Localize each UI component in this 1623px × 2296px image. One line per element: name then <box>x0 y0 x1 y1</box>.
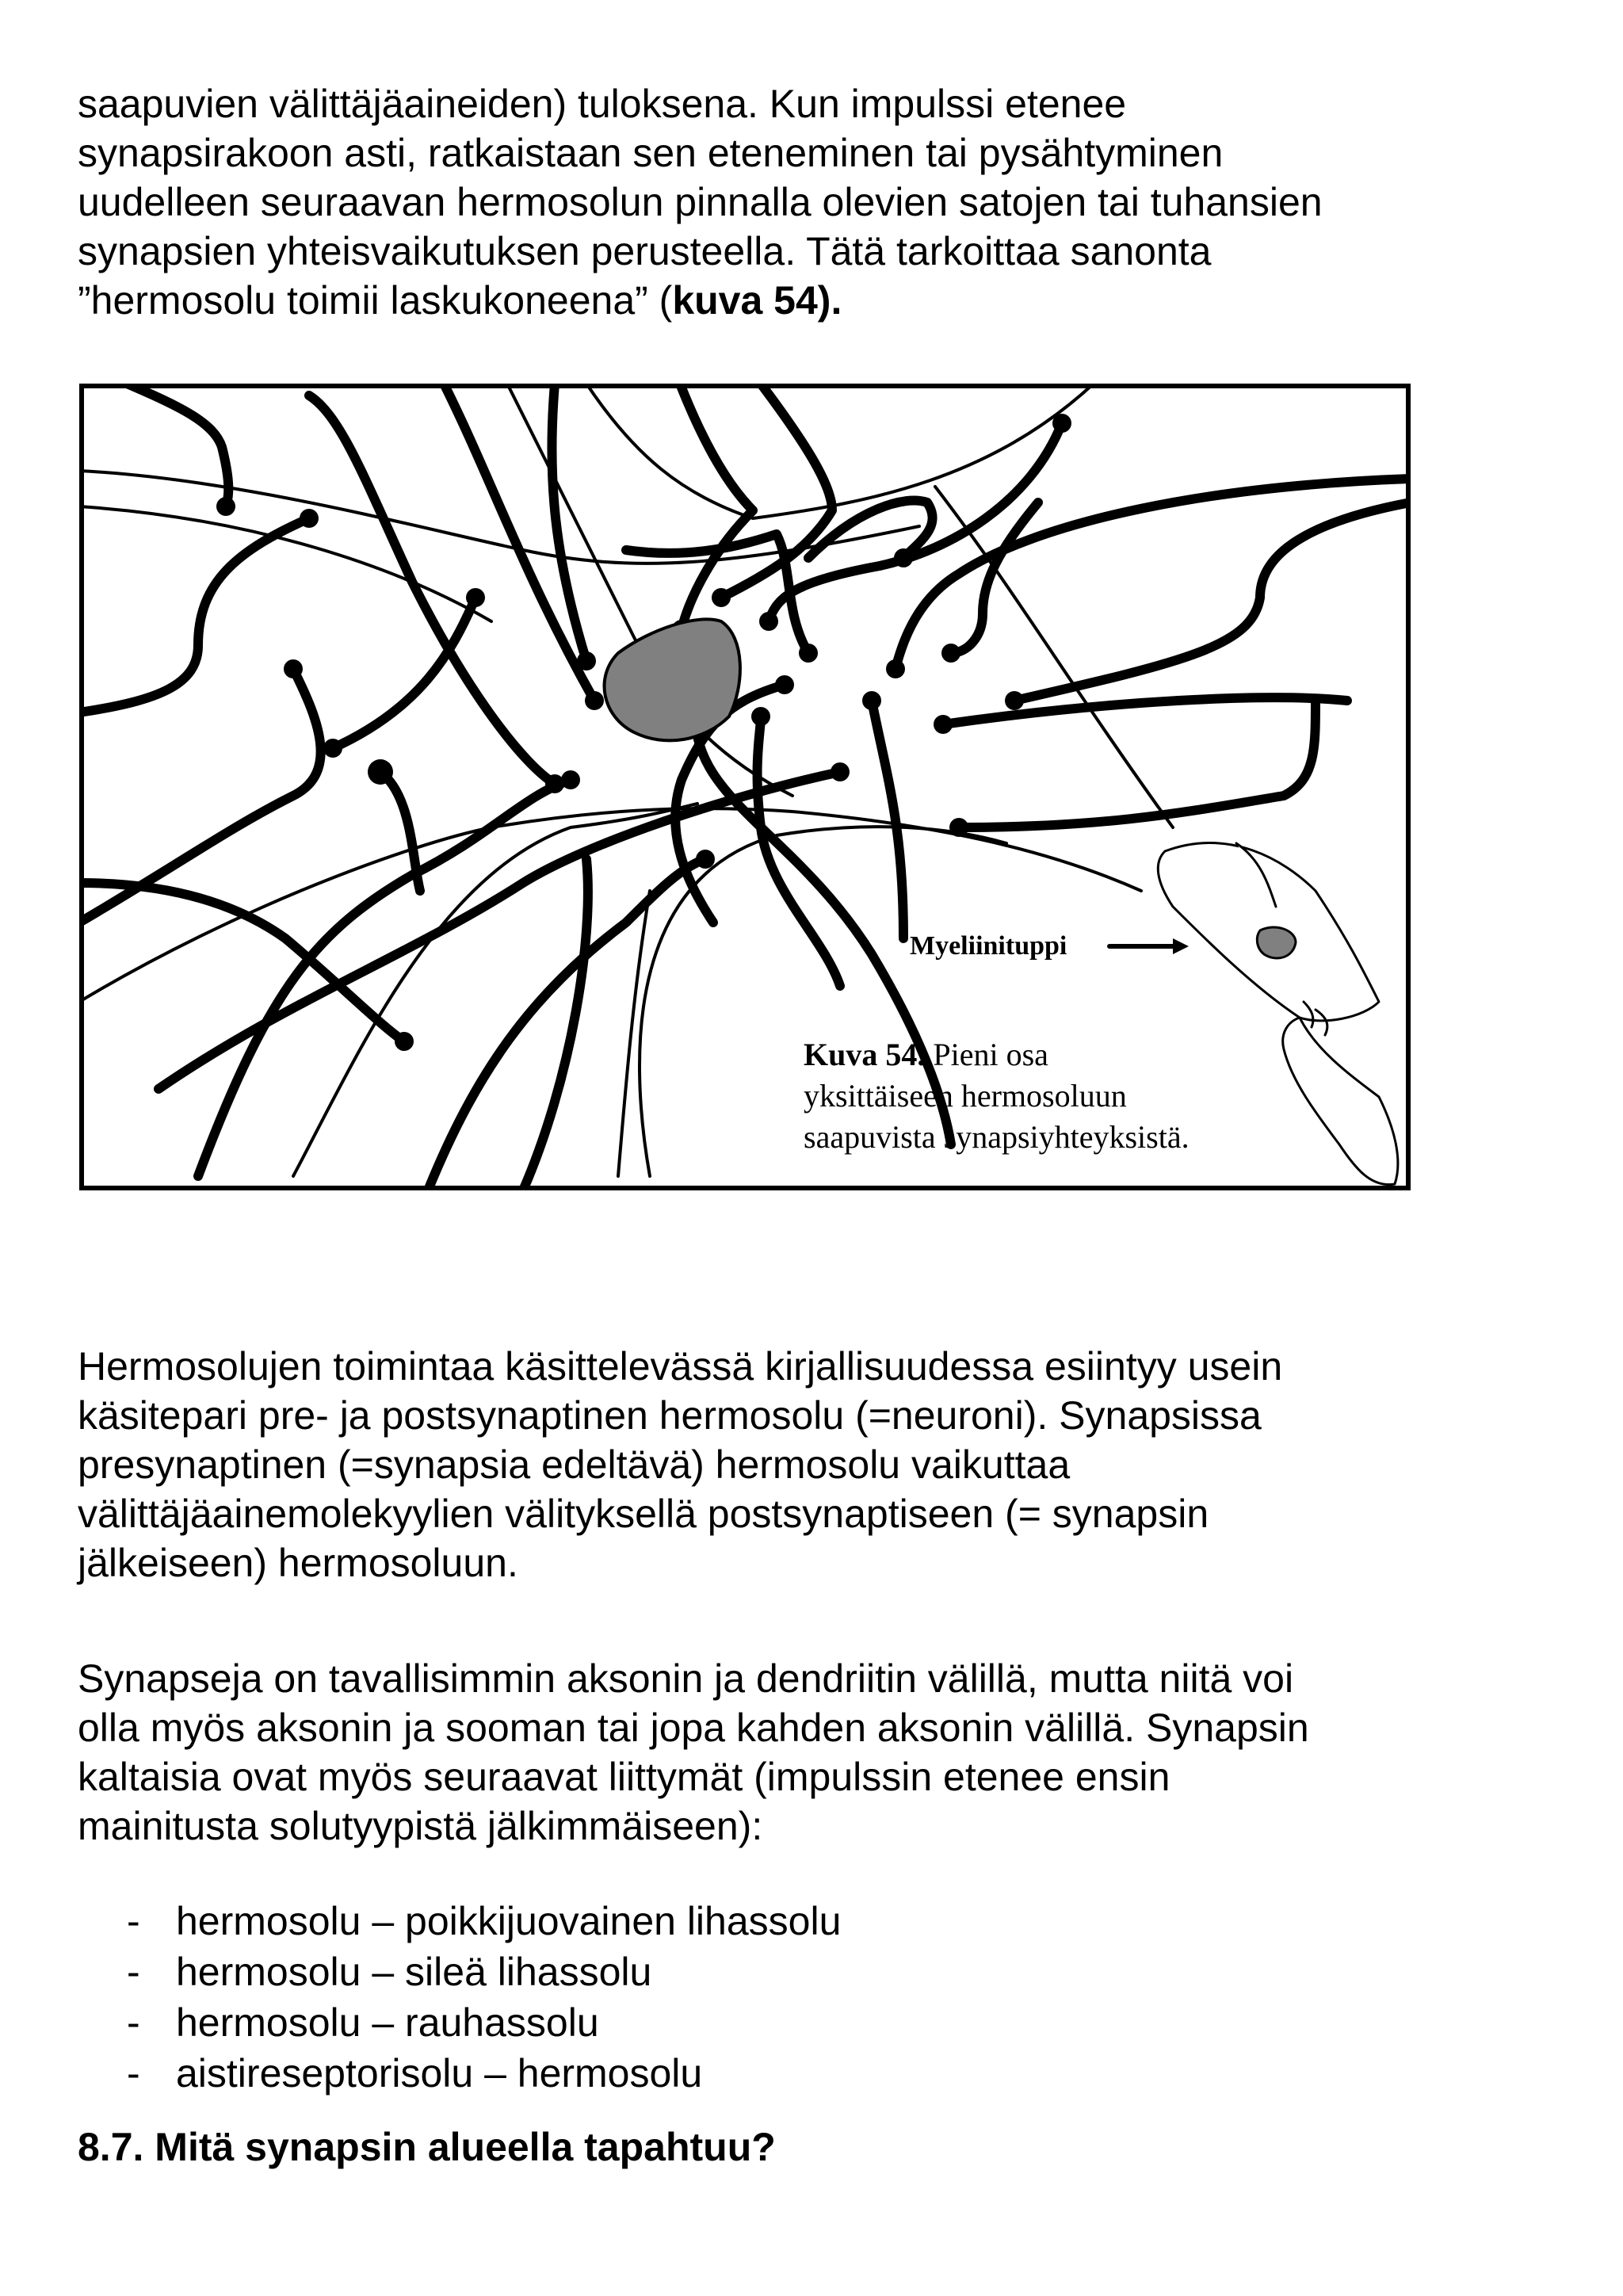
text-line: Synapseja on tavallisimmin aksonin ja dendriitin välillä, mutta niitä voi <box>78 1656 1294 1701</box>
list-item <box>127 1997 841 2048</box>
myelin-arrow <box>1109 938 1189 954</box>
text-line: saapuvien välittäjäaineiden) tuloksena. Kun impulssi etenee <box>78 82 1127 126</box>
neuron-synapse-figure <box>79 384 1411 1190</box>
intro-paragraph <box>78 79 1504 325</box>
list-item <box>127 1946 841 1997</box>
text-line: mainitusta solutyypistä jälkimmäiseen): <box>78 1804 763 1848</box>
text-line: välittäjäainemolekyylien välityksellä postsynaptiseen (= synapsin <box>78 1492 1209 1536</box>
list-item-text: aistireseptorisolu – hermosolu <box>176 2051 703 2095</box>
figure-reference: kuva 54). <box>672 278 842 323</box>
figure-number: Kuva 54. <box>804 1037 926 1072</box>
text-line: presynaptinen (=synapsia edeltävä) hermosolu vaikuttaa <box>78 1442 1071 1487</box>
text-line <box>78 276 1504 325</box>
list-item-text: hermosolu – sileä lihassolu <box>176 1950 652 1994</box>
list-item <box>127 2048 841 2099</box>
text-segment: ”hermosolu toimii laskukoneena” ( <box>78 278 673 323</box>
list-item-text: hermosolu – poikkijuovainen lihassolu <box>176 1899 842 1943</box>
thick-fibers <box>79 384 1411 1190</box>
body-paragraph <box>78 1342 1504 1587</box>
text-line: jälkeiseen) hermosoluun. <box>78 1541 518 1585</box>
text-line: uudelleen seuraavan hermosolun pinnalla olevien satojen tai tuhansien <box>78 180 1323 224</box>
myelinated-cell <box>1158 843 1398 1185</box>
text-line: synapsirakoon asti, ratkaistaan sen eteneminen tai pysähtyminen <box>78 131 1224 175</box>
text-line: käsitepari pre- ja postsynaptinen hermosolu (=neuroni). Synapsissa <box>78 1393 1262 1438</box>
list-dash: - <box>127 1899 140 1943</box>
list-item-text: hermosolu – rauhassolu <box>176 2000 599 2045</box>
text-line: olla myös aksonin ja sooman tai jopa kahden aksonin välillä. Synapsin <box>78 1706 1309 1750</box>
list-dash: - <box>127 1950 140 1994</box>
caption-text: Pieni osa <box>925 1037 1048 1072</box>
section-heading: 8.7. Mitä synapsin alueella tapahtuu? <box>78 2125 776 2169</box>
body-paragraph <box>78 1654 1504 1851</box>
list-dash: - <box>127 2000 140 2045</box>
text-line: kaltaisia ovat myös seuraavat liittymät (impulssin etenee ensin <box>78 1755 1170 1799</box>
list-item <box>127 1896 841 1946</box>
soma-nucleus <box>605 619 740 740</box>
figure-caption-line <box>804 1037 1048 1072</box>
myelin-label: Myeliinituppi <box>910 931 1067 961</box>
junction-list <box>127 1896 841 2099</box>
figure-caption-line: saapuvista synapsiyhteyksistä. <box>804 1119 1190 1155</box>
list-dash: - <box>127 2051 140 2095</box>
figure-caption-line: yksittäiseen hermosoluun <box>804 1078 1127 1114</box>
text-line: Hermosolujen toimintaa käsittelevässä kirjallisuudessa esiintyy usein <box>78 1344 1283 1389</box>
text-line: synapsien yhteisvaikutuksen perusteella. Tätä tarkoittaa sanonta <box>78 229 1212 273</box>
